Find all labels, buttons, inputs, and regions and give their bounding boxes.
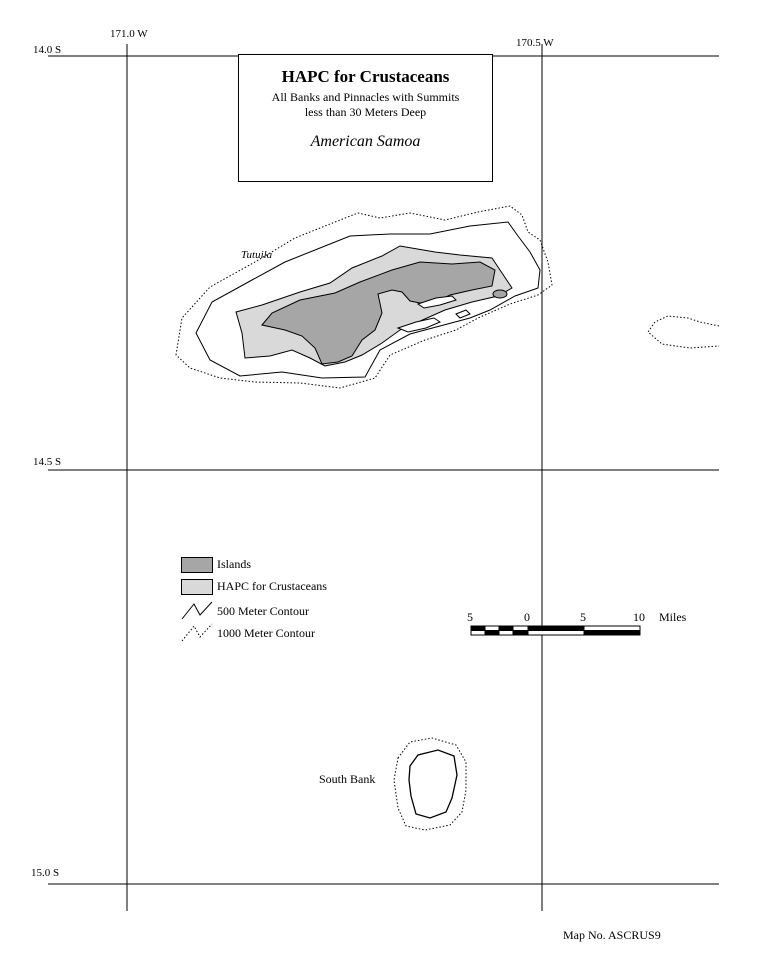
scale-segment (471, 626, 485, 631)
map-subtitle-line1: All Banks and Pinnacles with Summits (271, 90, 460, 104)
scale-segment (485, 631, 499, 636)
map-title: HAPC for Crustaceans (281, 67, 450, 86)
scale-unit-label: Miles (659, 610, 687, 624)
legend-islands-swatch (181, 557, 213, 573)
map-number: Map No. ASCRUS9 (563, 928, 661, 942)
scale-segment (584, 631, 640, 636)
lon-label-170-5: 170.5 W (516, 37, 554, 49)
scale-segment (499, 626, 513, 631)
legend-1000m-symbol (182, 624, 212, 641)
map-subtitle-line2: less than 30 Meters Deep (304, 105, 427, 119)
lat-label-14-5: 14.5 S (33, 456, 62, 468)
scale-tick-label: 0 (524, 610, 530, 624)
legend-500m-symbol (182, 602, 212, 619)
lon-label-171-0: 171.0 W (110, 28, 148, 40)
map-region: American Samoa (310, 133, 421, 150)
title-box (238, 54, 493, 182)
lat-label-15-0: 15.0 S (31, 867, 60, 879)
scale-segment (528, 626, 584, 631)
scale-tick-label: 5 (580, 610, 586, 624)
south-bank-500m-contour (409, 750, 457, 818)
aunuu-islet (493, 290, 507, 298)
legend-500m-label: 500 Meter Contour (217, 604, 309, 618)
legend-islands-label: Islands (217, 557, 251, 571)
scale-tick-label: 10 (633, 610, 645, 624)
scale-segment (513, 631, 528, 636)
legend-hapc-swatch (181, 579, 213, 595)
east-bank-1000m-contour (648, 316, 719, 348)
scale-bar (471, 626, 640, 635)
south-bank-label: South Bank (319, 772, 376, 786)
tutuila-label: Tutuila (241, 249, 273, 261)
scale-tick-label: 5 (467, 610, 473, 624)
legend-hapc-label: HAPC for Crustaceans (217, 579, 327, 593)
legend-1000m-label: 1000 Meter Contour (217, 626, 315, 640)
lat-label-14-0: 14.0 S (33, 44, 62, 56)
